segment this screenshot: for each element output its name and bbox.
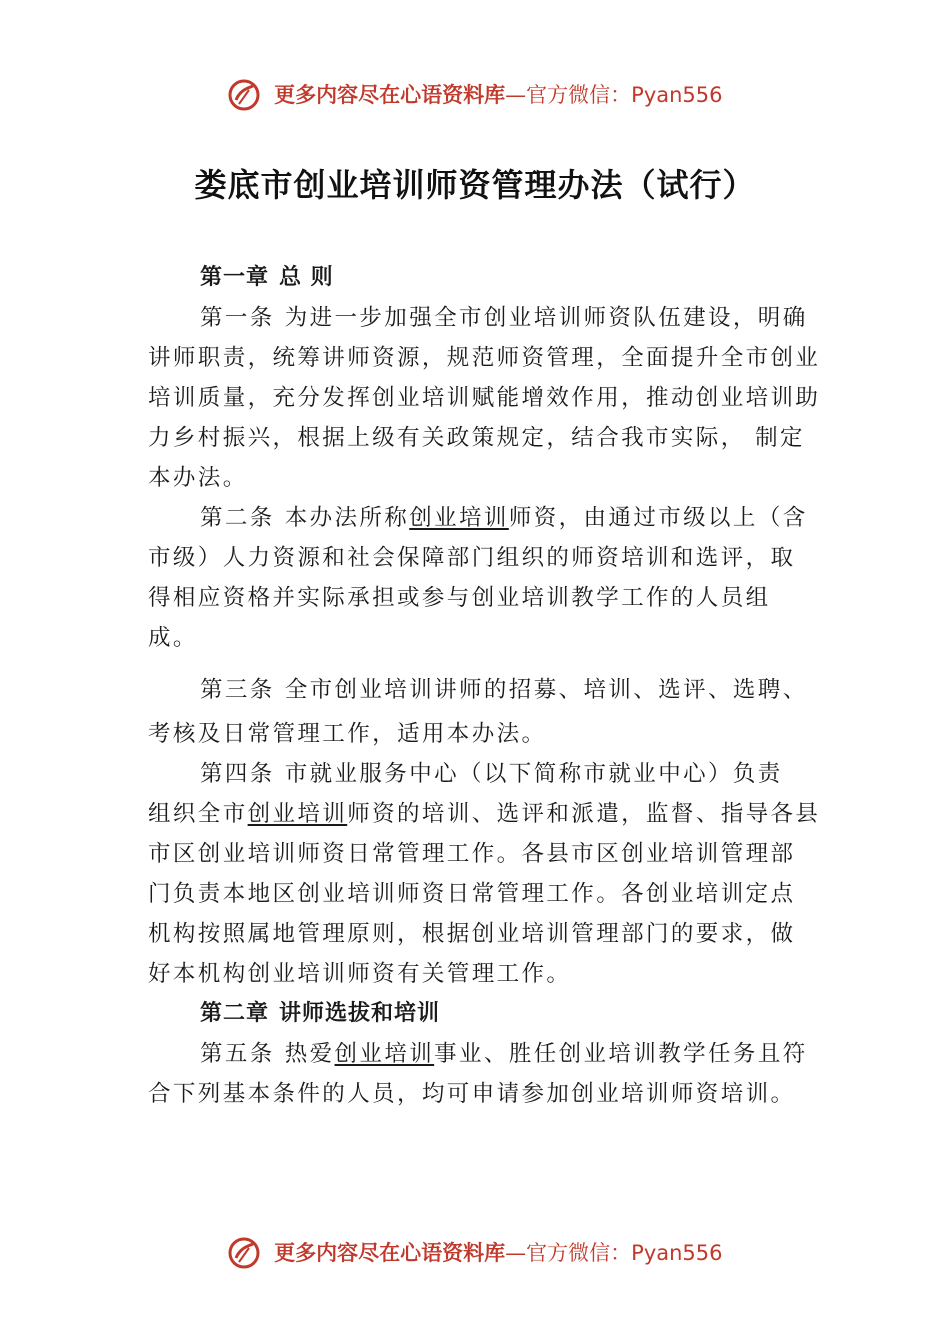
chapter-heading bbox=[148, 258, 820, 298]
logo-icon bbox=[227, 78, 261, 112]
article-number: 第一条 bbox=[200, 305, 275, 331]
document-body bbox=[148, 258, 820, 1114]
banner-wechat-label: 官方微信： bbox=[526, 1241, 632, 1265]
article-number: 第五条 bbox=[200, 1041, 275, 1067]
article-line: 培训质量，充分发挥创业培训赋能增效作用，推动创业培训助 bbox=[148, 385, 821, 411]
article-line: 市级）人力资源和社会保障部门组织的师资培训和选评，取 bbox=[148, 545, 796, 571]
article-line: 第三条 全市创业培训讲师的招募、培训、选评、选聘、 bbox=[200, 677, 808, 703]
banner-text: 更多内容尽在心语资料库 bbox=[274, 1241, 506, 1265]
article-number: 第三条 bbox=[200, 677, 275, 703]
article-line: 得相应资格并实际承担或参与创业培训教学工作的人员组 bbox=[148, 585, 771, 611]
article-line: 第四条 市就业服务中心（以下简称市就业中心）负责 bbox=[200, 761, 783, 787]
underlined-term: 创业培训 bbox=[409, 505, 509, 531]
article-line: 第二条 本办法所称创业培训师资，由通过市级以上（含 bbox=[200, 505, 808, 531]
article-line: 力乡村振兴，根据上级有关政策规定，结合我市实际， 制定 bbox=[148, 425, 805, 451]
article-line: 第五条 热爱创业培训事业、胜任创业培训教学任务且符 bbox=[200, 1041, 808, 1067]
article-line: 成。 bbox=[148, 625, 198, 651]
header-banner bbox=[0, 76, 950, 112]
document-title: 娄底市创业培训师资管理办法（试行） bbox=[194, 166, 756, 204]
chapter-heading bbox=[148, 994, 820, 1034]
article-line: 讲师职责，统筹讲师资源，规范师资管理，全面提升全市创业 bbox=[148, 345, 821, 371]
article-number: 第四条 bbox=[200, 761, 275, 787]
article-line: 机构按照属地管理原则，根据创业培训管理部门的要求，做 bbox=[148, 921, 796, 947]
chapter-label: 第二章 bbox=[200, 1001, 270, 1026]
banner-wechat-id: Pyan556 bbox=[631, 1241, 723, 1265]
banner-text: 更多内容尽在心语资料库 bbox=[274, 83, 506, 107]
chapter-label: 第一章 bbox=[200, 265, 270, 290]
chapter-name: 总 则 bbox=[279, 265, 334, 290]
underlined-term: 创业培训 bbox=[247, 801, 348, 827]
article-line: 合下列基本条件的人员，均可申请参加创业培训师资培训。 bbox=[148, 1081, 796, 1107]
article-line: 市区创业培训师资日常管理工作。各县市区创业培训管理部 bbox=[148, 841, 796, 867]
article-number: 第二条 bbox=[200, 505, 275, 531]
banner-wechat-id: Pyan556 bbox=[631, 83, 723, 107]
article-line: 本办法。 bbox=[148, 465, 248, 491]
article-line: 好本机构创业培训师资有关管理工作。 bbox=[148, 961, 572, 987]
chapter-name: 讲师选拔和培训 bbox=[279, 1001, 441, 1026]
banner-separator: — bbox=[505, 83, 527, 107]
banner-wechat-label: 官方微信： bbox=[526, 83, 632, 107]
footer-banner bbox=[0, 1234, 950, 1270]
underlined-term: 创业培训 bbox=[334, 1041, 435, 1067]
banner-separator: — bbox=[505, 1241, 527, 1265]
article-line: 组织全市创业培训师资的培训、选评和派遣，监督、指导各县 bbox=[148, 801, 821, 827]
article-line: 第一条 为进一步加强全市创业培训师资队伍建设，明确 bbox=[200, 305, 808, 331]
article-line: 门负责本地区创业培训师资日常管理工作。各创业培训定点 bbox=[148, 881, 796, 907]
logo-icon bbox=[227, 1236, 261, 1270]
article-line: 考核及日常管理工作，适用本办法。 bbox=[148, 721, 547, 747]
